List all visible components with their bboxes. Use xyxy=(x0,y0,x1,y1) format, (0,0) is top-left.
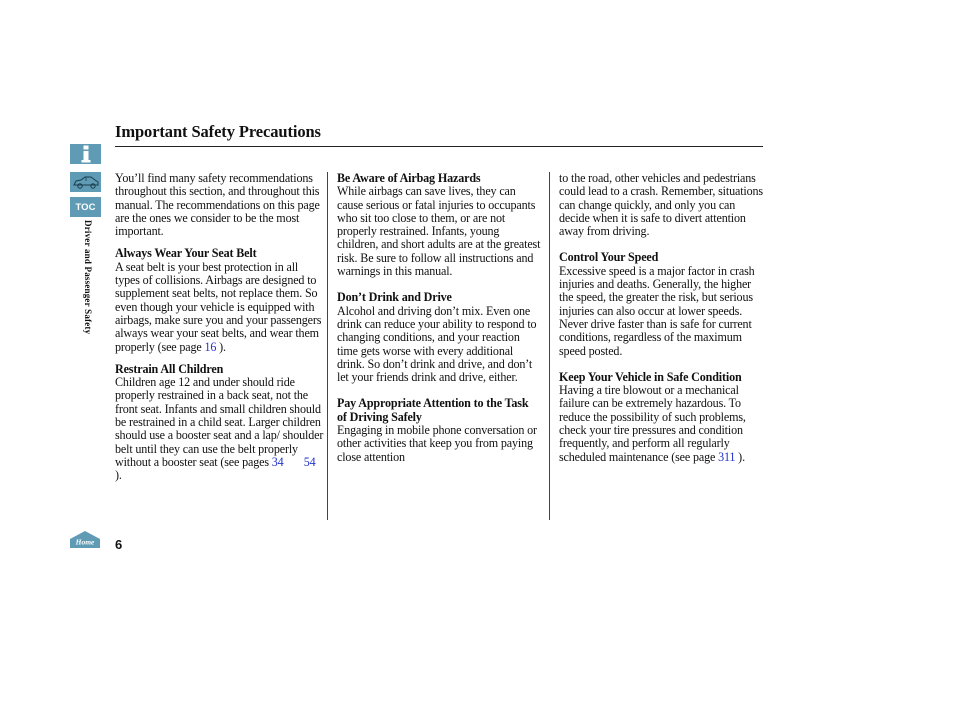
home-icon xyxy=(69,530,101,549)
title-divider xyxy=(115,146,763,147)
car-icon[interactable] xyxy=(70,172,101,192)
vehicle-condition-heading: Keep Your Vehicle in Safe Condition xyxy=(559,369,742,384)
column-divider xyxy=(327,172,328,520)
attention-heading: Pay Appropriate Attention to the Task of Driving Safely xyxy=(337,396,529,424)
info-icon[interactable] xyxy=(70,144,101,164)
seat-belt-paragraph xyxy=(115,261,325,354)
speed-heading: Control Your Speed xyxy=(559,250,659,265)
children-end: ). xyxy=(115,468,122,483)
page-link-16[interactable]: 16 xyxy=(204,339,217,354)
page-link-34[interactable]: 34 xyxy=(271,454,284,469)
column-divider xyxy=(549,172,550,520)
drink-heading: Don’t Drink and Drive xyxy=(337,290,452,305)
vehicle-condition-end: ). xyxy=(735,449,745,464)
seat-belt-heading: Always Wear Your Seat Belt xyxy=(115,246,257,261)
vehicle-condition-text: Having a tire blowout or a mechanical failure can be extremely hazardous. To reduce the possibility of such problems, check your tire pressures and condition frequently, and perform all regularly scheduled maintenance (see page xyxy=(559,383,746,464)
children-paragraph xyxy=(115,376,325,482)
attention-paragraph: Engaging in mobile phone conversation or other activities that keep you from paying close attention xyxy=(337,423,537,464)
children-heading: Restrain All Children xyxy=(115,361,224,376)
column-3 xyxy=(559,172,763,464)
page-link-54[interactable]: 54 xyxy=(303,454,316,469)
drink-paragraph: Alcohol and driving don’t mix. Even one drink can reduce your ability to respond to changing conditions, and your reaction time gets worse with every additional drink. So don’t drink and drive, and don’t let your friends drink and drive, either. xyxy=(337,303,537,385)
vehicle-condition-paragraph xyxy=(559,384,763,464)
car-glyph-icon xyxy=(72,174,100,190)
children-text: Children age 12 and under should ride properly restrained in a back seat, not the front seat. Infants and small children should be restrained in a child seat. Larger children should use a booster seat and a lap/ shoulder belt until they can use the belt properly without a booster seat (see pages xyxy=(115,375,324,469)
attention-continued: to the road, other vehicles and pedestrians could lead to a crash. Remember, situations can change quickly, and only you can decide when it is safe to divert attention away from driving. xyxy=(559,171,763,239)
airbag-heading: Be Aware of Airbag Hazards xyxy=(337,171,481,185)
column-2 xyxy=(337,172,541,464)
intro-paragraph: You’ll find many safety recommendations throughout this section, and throughout this manual. The recommendations on this page are the ones we consider to be the most important. xyxy=(115,171,320,239)
column-1 xyxy=(115,172,325,483)
toc-label: TOC xyxy=(75,201,96,213)
home-button[interactable] xyxy=(69,530,101,549)
airbag-paragraph: While airbags can save lives, they can cause serious or fatal injuries to occupants who sit too close to them, or are not properly restrained. Infants, young children, and short adults are at the greatest risk. Be sure to follow all instructions and warnings in this manual. xyxy=(337,184,541,279)
info-glyph-icon xyxy=(80,145,92,163)
seat-belt-text: A seat belt is your best protection in all types of collisions. Airbags are designed to supplement seat belts, not replace them. So even though your vehicle is equipped with airbags, make sure you and your passengers always wear your seat belts, and wear them properly (see page xyxy=(115,259,322,354)
speed-paragraph: Excessive speed is a major factor in crash injuries and deaths. Generally, the higher the speed, the greater the risk, but serious injuries can also occur at lower speeds. Never drive faster than is safe for current conditions, regardless of the maximum speed posted. xyxy=(559,263,755,358)
seat-belt-end: ). xyxy=(216,339,226,354)
page-title: Important Safety Precautions xyxy=(115,122,321,141)
page-number: 6 xyxy=(115,537,123,552)
home-label: Home xyxy=(75,537,95,547)
section-label: Driver and Passenger Safety xyxy=(83,220,93,335)
page-link-311[interactable]: 311 xyxy=(718,449,736,464)
toc-button[interactable] xyxy=(70,197,101,217)
